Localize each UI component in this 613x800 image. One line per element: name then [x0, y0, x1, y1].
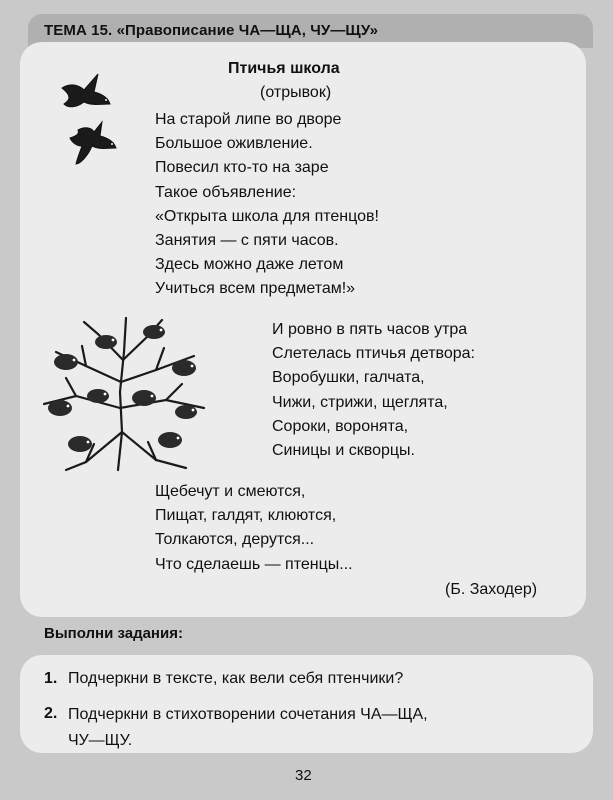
bird-icon	[62, 74, 110, 107]
bird-icon	[54, 354, 78, 370]
poem-line: Пищат, галдят, клюются,	[155, 507, 337, 525]
poem-line: Здесь можно даже летом	[155, 256, 344, 274]
bird-icon	[143, 325, 165, 339]
task-text-line: Подчеркни в стихотворении сочетания ЧА—ЩА,	[68, 706, 428, 723]
bird-icon	[48, 400, 72, 416]
bird-icon	[132, 390, 156, 406]
task-text-line: ЧУ—ЩУ.	[68, 732, 133, 749]
poem-stanza-2	[272, 318, 475, 463]
flying-birds-illustration	[58, 68, 120, 170]
poem-stanza-1	[155, 108, 379, 302]
bird-icon	[95, 335, 117, 349]
bird-icon	[87, 389, 109, 403]
poem-line: Слетелась птичья детвора:	[272, 345, 475, 363]
bird-icon	[68, 436, 92, 452]
poem-line: И ровно в пять часов утра	[272, 321, 468, 338]
poem-line: Занятия — с пяти часов.	[155, 232, 339, 250]
poem-author: (Б. Заходер)	[445, 581, 538, 598]
task-number: 2.	[44, 705, 58, 722]
page-number: 32	[295, 767, 312, 784]
poem-title: Птичья школа	[228, 60, 340, 77]
poem-line: Такое объявление:	[155, 183, 297, 201]
poem-line: Щебечут и смеются,	[155, 483, 306, 500]
bird-icon	[172, 360, 196, 376]
poem-line: На старой липе во дворе	[155, 111, 342, 128]
poem-line: Что сделаешь — птенцы...	[155, 555, 353, 573]
poem-line: Большое оживление.	[155, 135, 313, 153]
poem-line: Воробушки, галчата,	[272, 369, 425, 387]
topic-title: ТЕМА 15. «Правописание ЧА—ЩА, ЧУ—ЩУ»	[44, 22, 379, 39]
poem-line: Толкаются, дерутся...	[155, 531, 315, 549]
task-number: 1.	[44, 670, 58, 687]
task-text: Подчеркни в тексте, как вели себя птенчики?	[68, 670, 404, 687]
poem-subtitle: (отрывок)	[260, 84, 332, 101]
poem-line: Чижи, стрижи, щеглята,	[272, 393, 448, 411]
bird-icon	[175, 405, 197, 419]
poem-line: Повесил кто-то на заре	[155, 159, 329, 177]
poem-line: Сороки, воронята,	[272, 417, 409, 435]
poem-line: Синицы и скворцы.	[272, 442, 415, 460]
tree-with-birds-illustration	[36, 312, 214, 474]
bird-icon	[70, 122, 116, 164]
bird-icon	[158, 432, 182, 448]
tasks-heading: Выполни задания:	[44, 625, 183, 642]
poem-line: Учиться всем предметам!»	[155, 280, 356, 298]
poem-stanza-3	[155, 480, 353, 577]
poem-line: «Открыта школа для птенцов!	[155, 207, 379, 225]
